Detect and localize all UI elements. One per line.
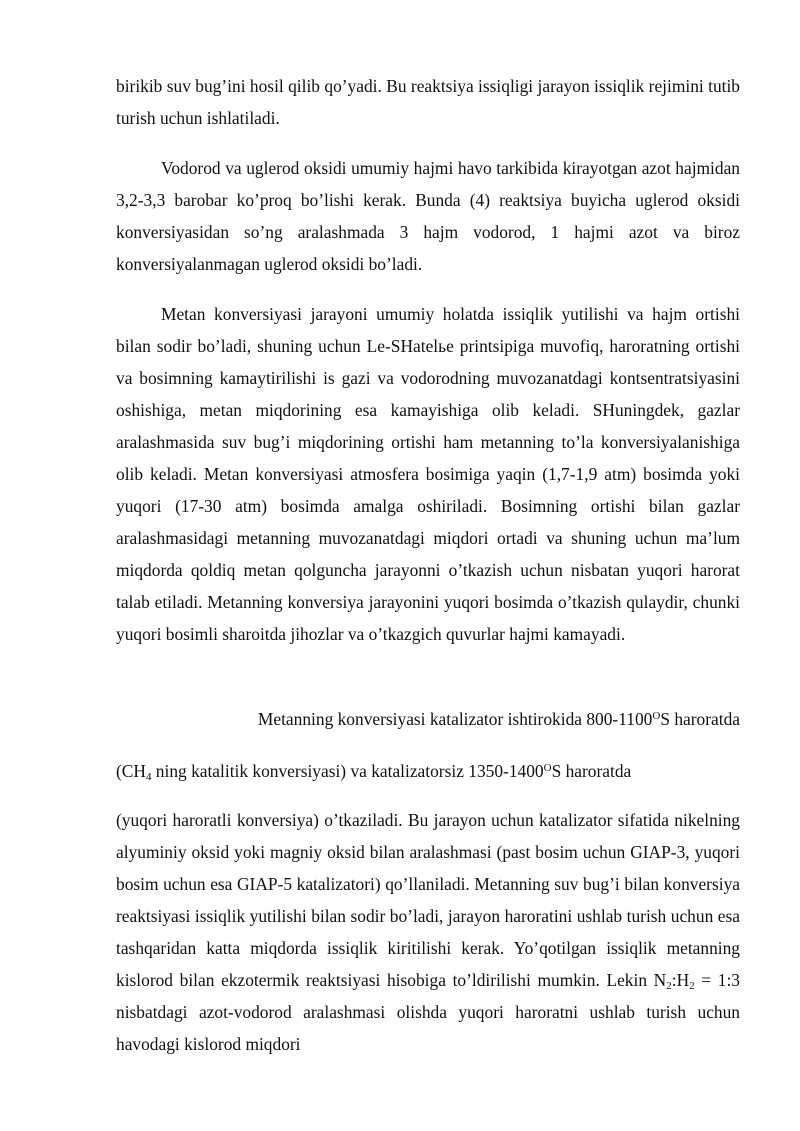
p5-mid: :H <box>671 970 690 990</box>
p4-line2-text: ning katalitik konversiyasi) va katalizatorsiz 1350-1400 <box>151 761 544 781</box>
paragraph-5 <box>116 804 740 1060</box>
paragraph-3: Metan konversiyasi jarayoni umumiy holatda issiqlik yutilishi va hajm ortishi bilan sodir bo’ladi, shuning uchun Le-SHatelье printsipiga muvofiq, haroratning ortishi va bosimning kamaytirilishi is gazi va vodorodning muvozanatdagi kontsentratsiyasini oshishiga, metan miqdorining esa kamayishiga olib keladi. SHuningdek, gazlar aralashmasida suv bug’i miqdorining ortishi ham metanning to’la konversiyalanishiga olib keladi. Metan konversiyasi atmosfera bosimiga yaqin (1,7-1,9 atm) bosimda yoki yuqori (17-30 atm) bosimda amalga oshiriladi. Bosimning ortishi bilan gazlar aralashmasidagi metanning muvozanatdagi miqdori ortadi va shuning uchun ma’lum miqdorda qoldiq metan qolguncha jarayonni o’tkazish uchun nisbatan yuqori harorat talab etiladi. Metanning konversiya jarayonini yuqori bosimda o’tkazish qulaydir, chunki yuqori bosimli sharoitda jihozlar va o’tkazgich quvurlar hajmi kamayadi. <box>116 304 740 644</box>
p4-line2-subscript: 4 <box>145 771 152 783</box>
p4-line2-tail: S haroratda <box>551 761 632 781</box>
p5-part-2: = 1:3 nisbatdagi azot-vodorod aralashmasi olishda yuqori haroratni ushlab turish uchun havodagi kislorod miqdori <box>116 970 740 1054</box>
p4-line2-open: (CH <box>116 761 146 781</box>
p5-subscript-1: 2 <box>666 980 672 992</box>
p4-line1-text: Metanning konversiyasi katalizator ishtirokida 800-1100 <box>257 709 653 729</box>
paragraph-2: Vodorod va uglerod oksidi umumiy hajmi havo tarkibida kirayotgan azot hajmidan 3,2-3,3 barobar ko’proq bo’lishi kerak. Bunda (4) reaktsiya buyicha uglerod oksidi konversiyasidan so’ng aralashmada 3 hajm vodorod, 1 hajmi azot va biroz konversiyalanmagan uglerod oksidi bo’ladi. <box>116 158 740 274</box>
p5-part-1: (yuqori haroratli konversiya) o’tkaziladi. Bu jarayon uchun katalizator sifatida nikelning alyuminiy oksid yoki magniy oksid bilan aralashmasi (past bosim uchun GIAP-3, yuqori bosim uchun esa GIAP-5 katalizatori) qo’llaniladi. Metanning suv bug’i bilan konversiya reaktsiyasi issiqlik yutilishi bilan sodir bo’ladi, jarayon haroratini ushlab turish uchun esa tashqaridan katta miqdorda issiqlik kiritilishi kerak. Yo’qotilgan issiqlik metanning kislorod bilan ekzotermik reaktsiyasi hisobiga to’ldirilishi mumkin. Lekin N <box>116 810 740 990</box>
p4-line1-degree: O <box>652 710 661 722</box>
paragraph-1: birikib suv bug’ini hosil qilib qo’yadi. Bu reaktsiya issiqligi jarayon issiqlik rejimini tutib turish uchun ishlatiladi. <box>116 76 740 128</box>
p5-subscript-2: 2 <box>689 980 695 992</box>
p4-line2-degree: O <box>543 762 552 774</box>
paragraph-4-line-1 <box>258 703 740 735</box>
paragraph-4-line-2 <box>116 755 631 787</box>
p4-line1-tail: S haroratda <box>660 709 740 729</box>
